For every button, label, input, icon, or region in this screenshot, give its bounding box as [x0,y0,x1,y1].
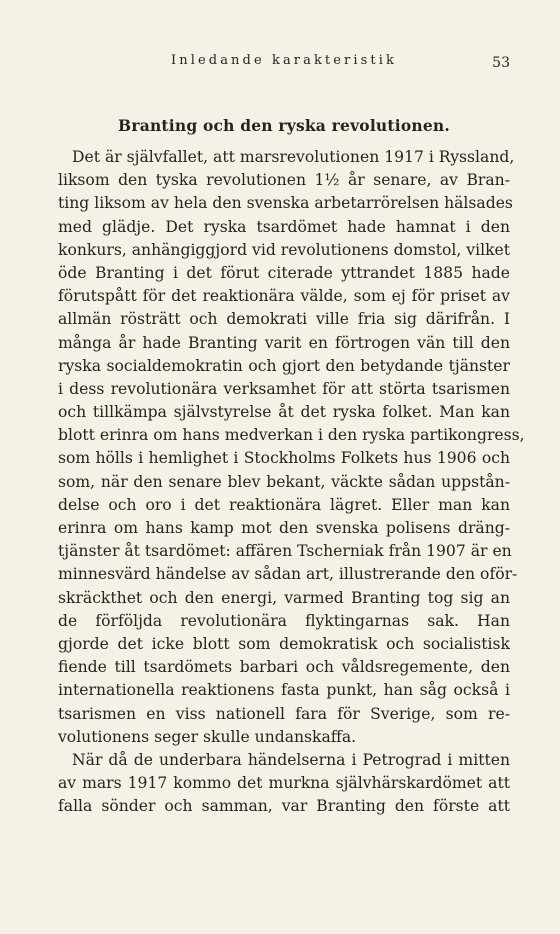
text-line: När då de underbara händelserna i Petrograd i mitten [72,750,510,769]
text-line: liksom den tyska revolutionen 1½ år senare, av Bran- [58,171,510,190]
text-line: gjorde det icke blott som demokratisk och socialistisk [58,634,510,653]
text-line: tsarismen en viss nationell fara för Sverige, som re- [58,704,510,723]
running-title: Inledande karakteristik [171,53,397,68]
text-line: många år hade Branting varit en förtrogen vän till den [58,333,510,352]
text-line: ting liksom av hela den svenska arbetarrörelsen hälsades [58,194,513,213]
text-line: skräckthet och den energi, varmed Branting tog sig an [58,588,510,607]
text-line: som, när den senare blev bekant, väckte sådan uppstån- [58,472,510,491]
text-line: Det är självfallet, att marsrevolutionen 1917 i Ryssland, [72,148,515,166]
paragraph [58,146,525,749]
text-line: delse och oro i det reaktionära lägret. Eller man kan [58,495,510,514]
text-line: konkurs, anhängiggjord vid revolutionens domstol, vilket [58,240,511,259]
text-line: ryska socialdemokratin och gjort den betydande tjänster [58,356,510,375]
page-number: 53 [492,55,510,71]
text-line: som hölls i hemlighet i Stockholms Folkets hus 1906 och [58,449,510,468]
text-line: tjänster åt tsardömet: affären Tscherniak från 1907 är en [58,542,512,561]
paragraph [58,749,510,819]
text-line: blott erinra om hans medverkan i den ryska partikongress, [58,426,525,445]
text-line: i dess revolutionära verksamhet för att störta tsarismen [58,379,510,398]
text-line: av mars 1917 kommo det murkna självhärskardömet att [58,774,510,793]
text-line: med glädje. Det ryska tsardömet hade hamnat i den [58,217,510,236]
text-line: erinra om hans kamp mot den svenska polisens dräng- [58,519,510,537]
page-header [58,50,510,78]
text-line: de förföljda revolutionära flyktingarnas sak. Han [58,611,510,630]
body-text [58,146,525,818]
text-line: fiende till tsardömets barbari och våldsregemente, den [58,658,510,677]
section-heading: Branting och den ryska revolutionen. [118,116,450,135]
text-line: volutionens seger skulle undanskaffa. [58,727,357,746]
text-line: falla sönder och samman, var Branting den förste att [58,797,510,816]
text-line: minnesvärd händelse av sådan art, illustrerande den oför- [58,565,518,584]
text-line: allmän rösträtt och demokrati ville fria sig därifrån. I [58,310,510,329]
text-line: öde Branting i det förut citerade yttrandet 1885 hade [58,263,510,282]
text-line: förutspått för det reaktionära välde, som ej för priset av [58,287,510,306]
text-line: internationella reaktionens fasta punkt, han såg också i [58,681,510,700]
text-line: och tillkämpa självstyrelse åt det ryska folket. Man kan [58,403,510,422]
